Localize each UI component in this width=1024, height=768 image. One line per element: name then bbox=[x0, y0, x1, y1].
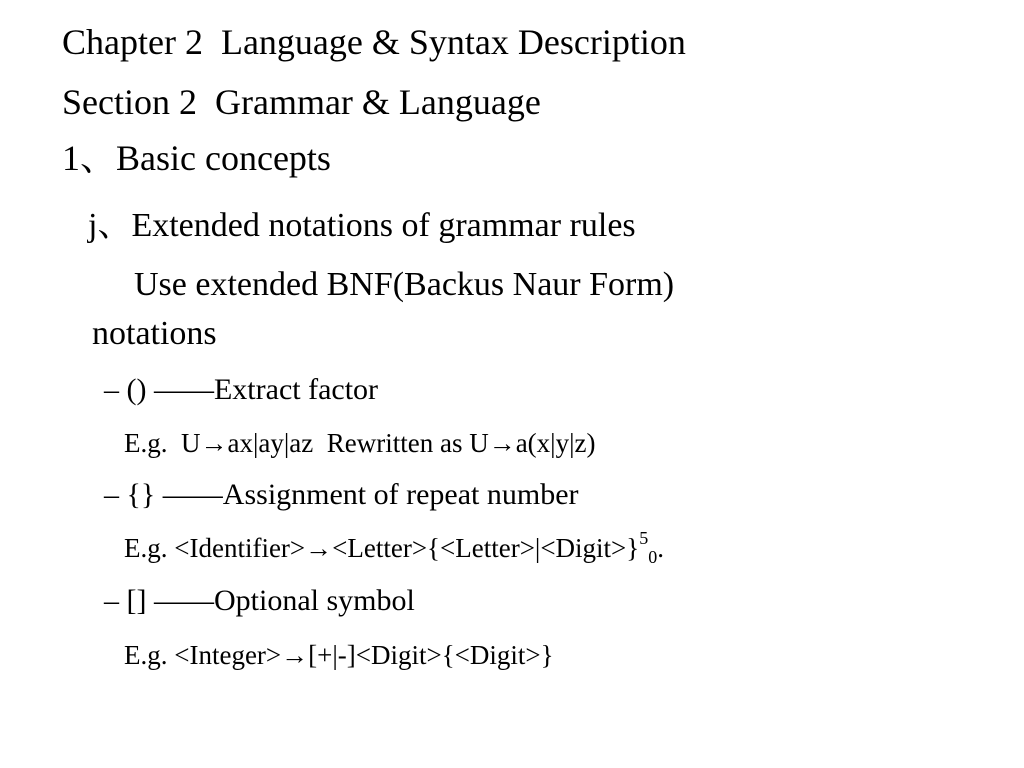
topic-heading: j、Extended notations of grammar rules bbox=[88, 207, 636, 244]
chapter-title: Chapter 2 Language & Syntax Description bbox=[62, 22, 686, 62]
example-optional-symbol: E.g. <Integer>→[+|-]<Digit>{<Digit>} bbox=[124, 640, 554, 670]
bullet-repeat-number: – {} ——Assignment of repeat number bbox=[104, 478, 579, 511]
example-repeat-number bbox=[124, 528, 664, 568]
intro-line-1: Use extended BNF(Backus Naur Form) bbox=[134, 266, 675, 303]
repeat-upper-bound: 5 bbox=[639, 528, 649, 549]
bullet-extract-factor: – () ——Extract factor bbox=[104, 373, 379, 406]
example-repeat-number-main: E.g. <Identifier>→<Letter>{<Letter>|<Digit>} bbox=[124, 533, 640, 563]
example-repeat-number-tail: . bbox=[657, 533, 664, 563]
example-extract-factor: E.g. U→ax|ay|az Rewritten as U→a(x|y|z) bbox=[124, 428, 596, 458]
section-title: Section 2 Grammar & Language bbox=[62, 82, 541, 122]
bullet-optional-symbol: – [] ——Optional symbol bbox=[104, 584, 415, 617]
intro-line-2: notations bbox=[92, 315, 217, 352]
repeat-lower-bound: 0 bbox=[648, 547, 658, 568]
subsection-title: 1、Basic concepts bbox=[62, 138, 331, 178]
